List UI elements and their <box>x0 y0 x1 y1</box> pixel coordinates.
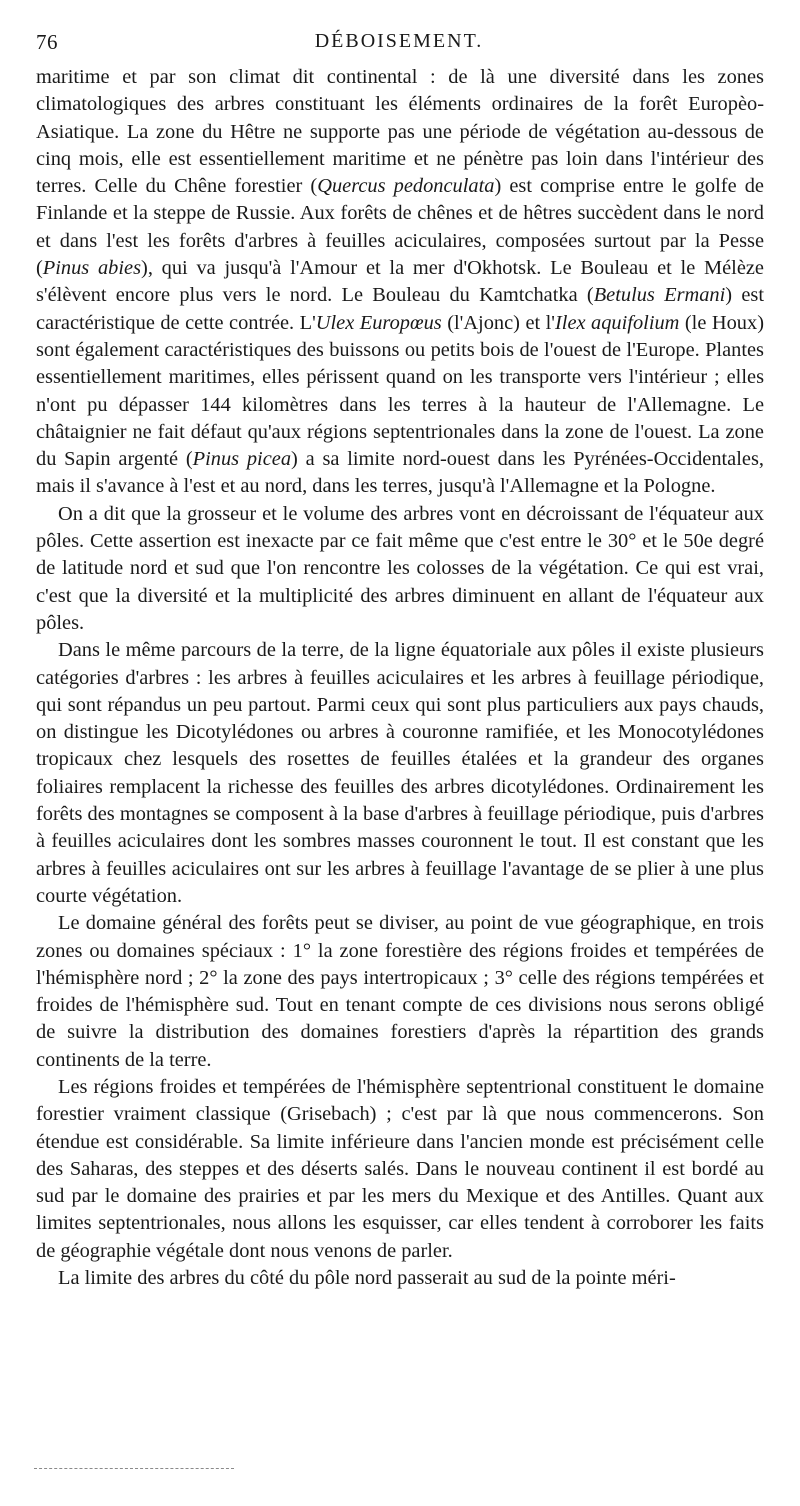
paragraph <box>36 1074 764 1265</box>
running-head: DÉBOISEMENT. <box>314 30 484 52</box>
italic-term: Ilex aquifolium <box>555 311 680 334</box>
text-run: (l'Ajonc) et l' <box>441 311 555 334</box>
paragraph <box>36 637 764 910</box>
text-run: maritime et par son climat dit continental : de là une diversité dans les zones climatologiques des arbres constituant les éléments ordinaires de la forêt Europèo-Asiatique. La zone du Hêtre ne supporte pas une période de végétation au-dessous de cinq mois, elle est essentiellement maritime et ne pénètre pas loin dans l'intérieur des terres. Celle du Chêne forestier ( <box>36 66 764 198</box>
footer-rule <box>34 1468 234 1469</box>
body-text <box>36 64 764 1292</box>
italic-term: Pinus picea <box>192 448 292 471</box>
text-run: La limite des arbres du côté du pôle nord passerait au sud de la pointe méri- <box>58 1267 676 1290</box>
page-number: 76 <box>36 30 58 54</box>
paragraph <box>36 64 764 501</box>
text-run: ), qui va jusqu'à l'Amour et la mer d'Okhotsk. Le Bouleau et le Mélèze s'élèvent encore plus vers le nord. Le Bouleau du Kamtchatka ( <box>36 257 764 307</box>
text-run: Les régions froides et tempérées de l'hémisphère septentrional constituent le domaine forestier vraiment classique (Grisebach) ; c'est par là que nous commencerons. Son étendue est considérable. Sa limite inférieure dans l'ancien monde est précisément celle des Saharas, des steppes et des déserts salés. Dans le nouveau continent il est bordé au sud par le domaine des prairies et par les mers du Mexique et des Antilles. Quant aux limites septentrionales, nous allons les esquisser, car elles tendent à corroborer les faits de géographie végétale dont nous venons de parler. <box>36 1075 764 1262</box>
italic-term: Quercus pedonculata <box>317 175 495 198</box>
text-run: On a dit que la grosseur et le volume des arbres vont en décroissant de l'équateur aux pôles. Cette assertion est inexacte par ce fait même que c'est entre le 30° et le 50e degré de latitude nord et sud que l'on rencontre les colosses de la végétation. Ce qui est vrai, c'est que la diversité et la multiplicité des arbres diminuent en allant de l'équateur aux pôles. <box>36 502 764 634</box>
italic-term: Betulus Ermani <box>593 284 726 307</box>
page-header <box>36 30 762 60</box>
text-run: ) a sa limite nord-ouest dans les Pyrénées-Occidentales, mais il s'avance à l'est et au nord, dans les terres, jusqu'à l'Allemagne et la Pologne. <box>36 448 764 498</box>
text-run: ) est caractéristique de cette contrée. L' <box>36 284 764 334</box>
paragraph <box>36 1265 764 1292</box>
paragraph <box>36 501 764 637</box>
italic-term: Pinus abies <box>42 257 142 280</box>
text-run: (le Houx) sont également caractéristiques des buissons ou petits bois de l'ouest de l'Europe. Plantes essentiellement maritimes, elles périssent quand on les transporte vers l'intérieur ; elles n'ont pu dépasser 144 kilomètres dans les terres à la hauteur de l'Allemagne. Le châtaignier ne fait défaut qu'aux régions septentrionales dans la zone de l'ouest. La zone du Sapin argenté ( <box>36 311 764 471</box>
text-run: Dans le même parcours de la terre, de la ligne équatoriale aux pôles il existe plusieurs catégories d'arbres : les arbres à feuilles aciculaires et les arbres à feuillage périodique, qui sont répandus un peu partout. Parmi ceux qui sont plus particuliers aux pays chauds, on distingue les Dicotylédones ou arbres à couronne ramifiée, et les Monocotylédones tropicaux chez lesquels des rosettes de feuilles étalées et la grandeur des organes foliaires remplacent la richesse des feuilles des arbres dicotylédones. Ordinairement les forêts des montagnes se composent à la base d'arbres à feuillage périodique, puis d'arbres à feuilles aciculaires dont les sombres masses couronnent le tout. Il est constant que les arbres à feuilles aciculaires ont sur les arbres à feuillage l'avantage de se plier à une plus courte végétation. <box>36 639 764 907</box>
text-run: Le domaine général des forêts peut se diviser, au point de vue géographique, en trois zones ou domaines spéciaux : 1° la zone forestière des régions froides et tempérées de l'hémisphère nord ; 2° la zone des pays intertropicaux ; 3° celle des régions tempérées et froides de l'hémisphère sud. Tout en tenant compte de ces divisions nous serons obligé de suivre la distribution des domaines forestiers d'après la répartition des grands continents de la terre. <box>36 912 764 1071</box>
text-run: ) est comprise entre le golfe de Finlande et la steppe de Russie. Aux forêts de chênes et de hêtres succèdent dans le nord et dans l'est les forêts d'arbres à feuilles aciculaires, composées surtout par la Pesse ( <box>36 175 764 280</box>
italic-term: Ulex Europœus <box>315 311 442 334</box>
paragraph <box>36 910 764 1074</box>
